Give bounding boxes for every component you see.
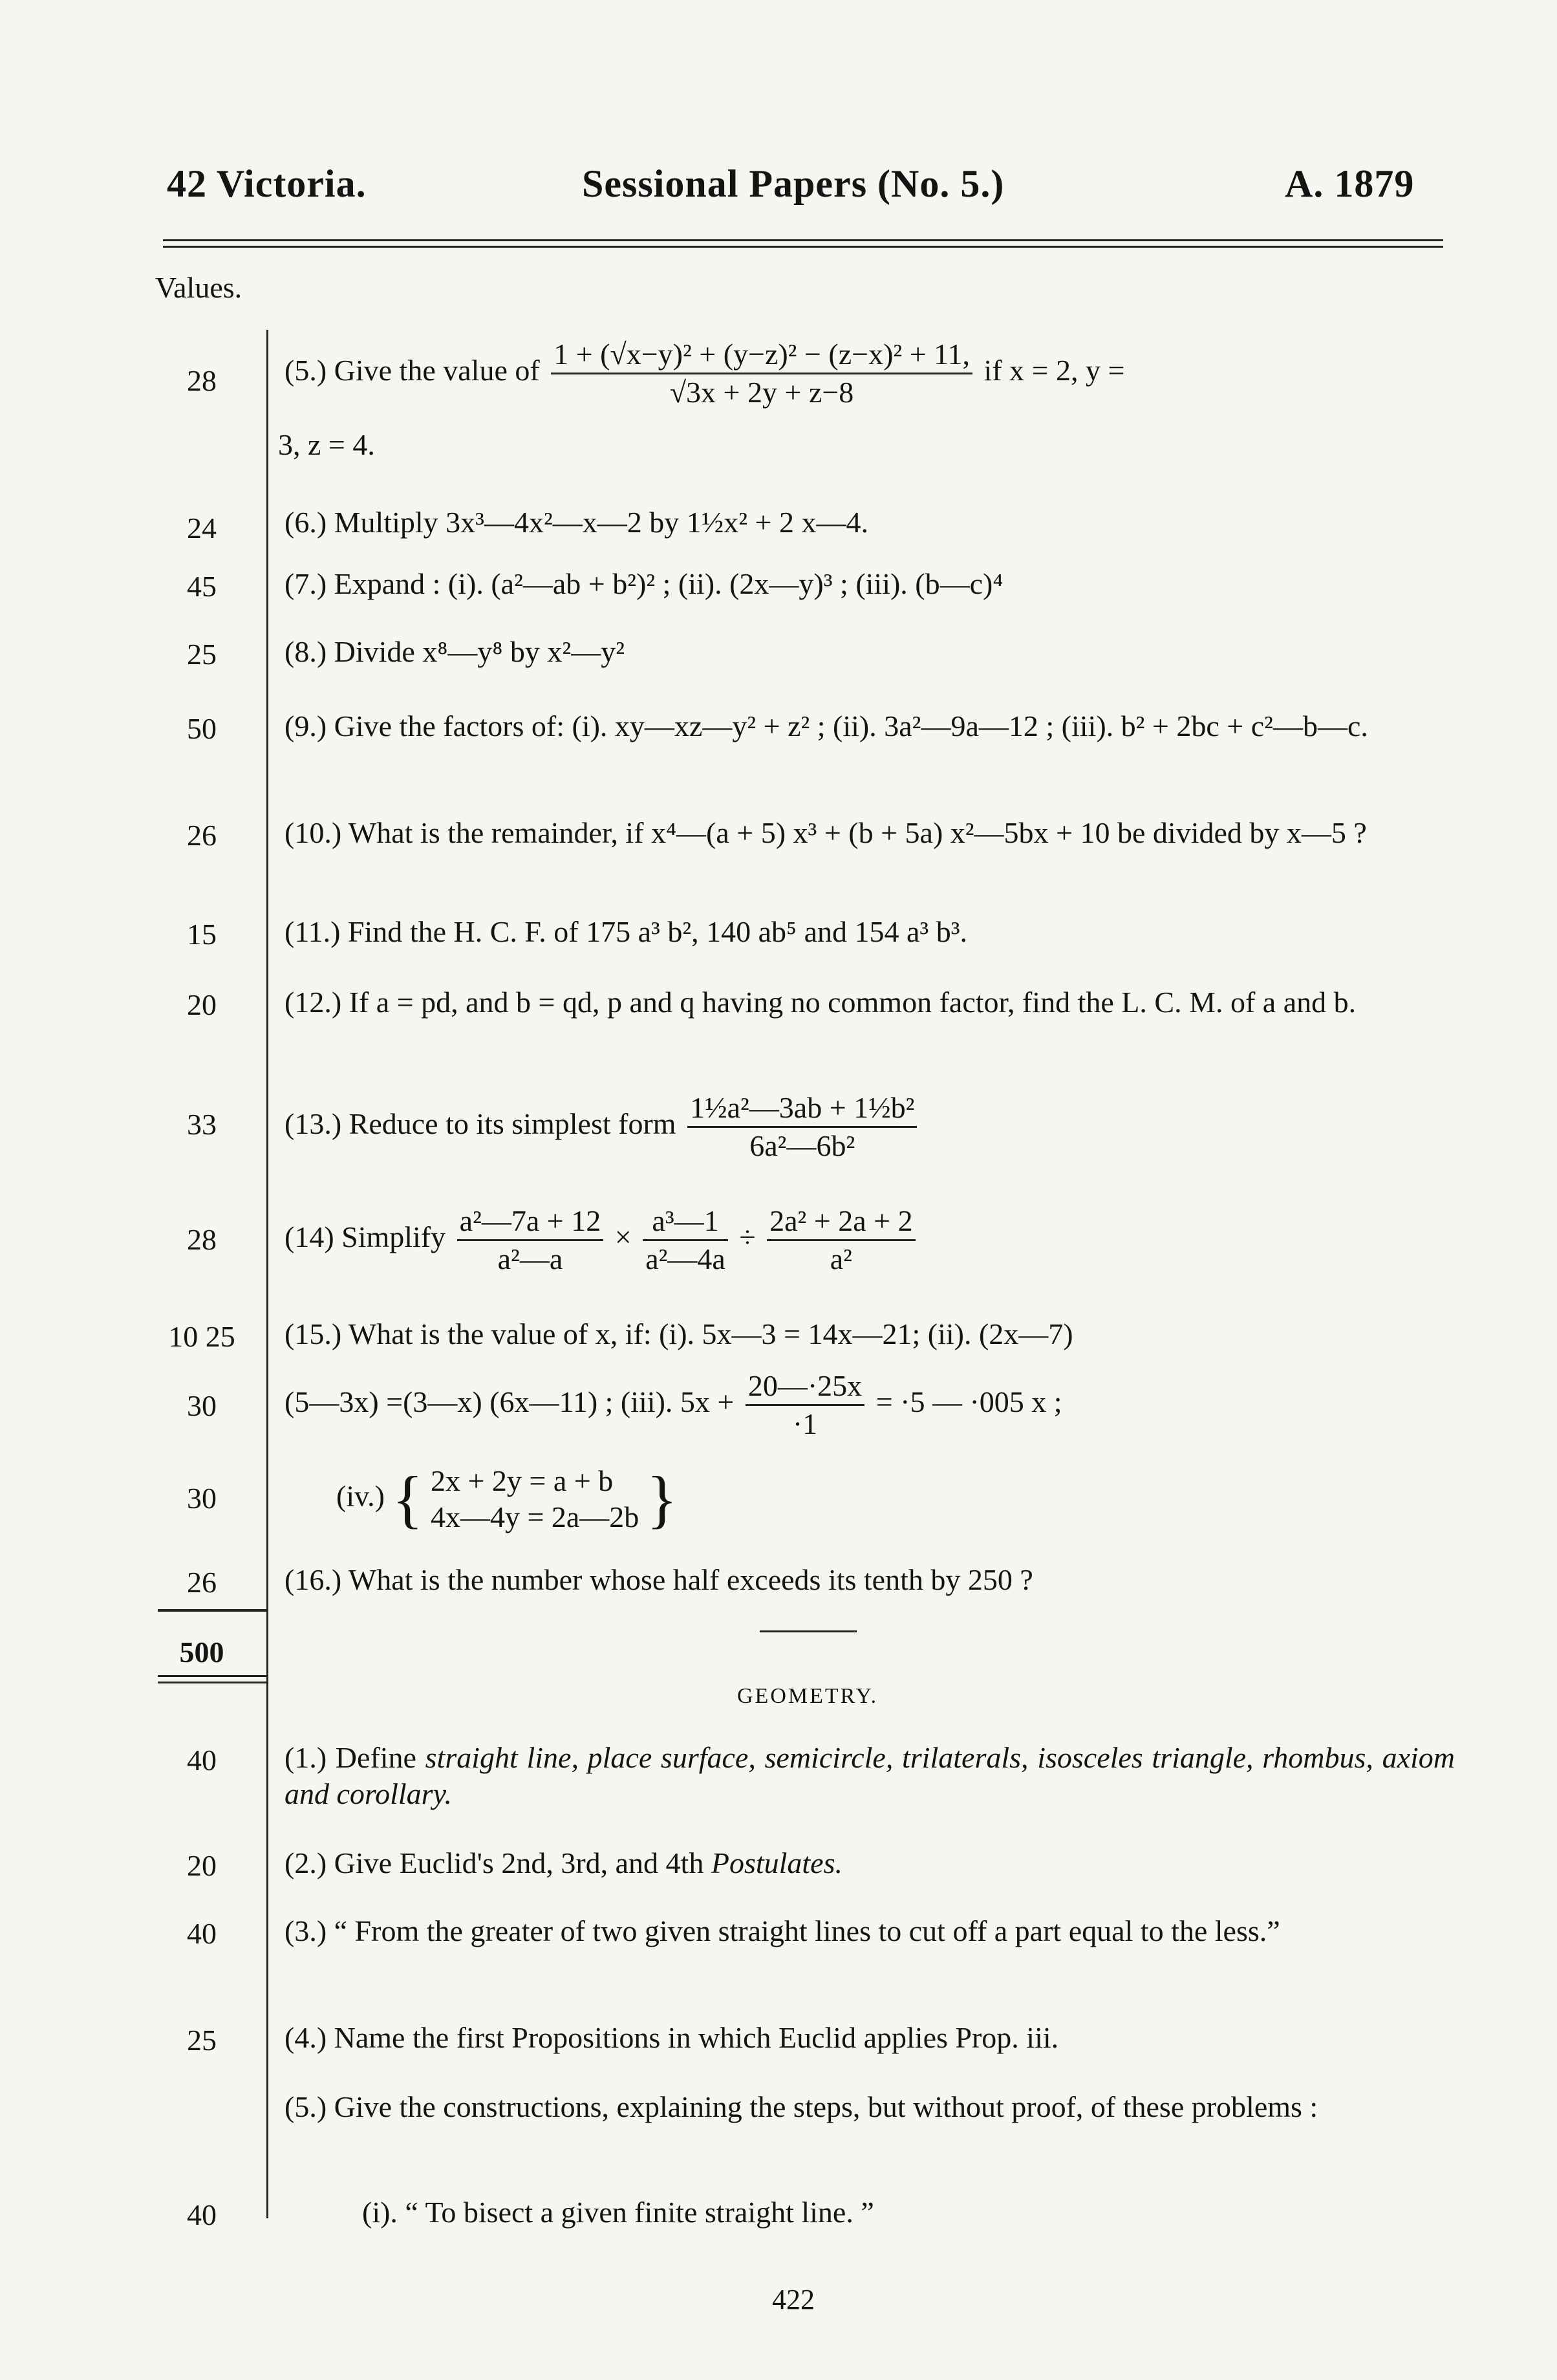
value-mark: 28 (187, 1223, 217, 1256)
values-column-divider (266, 330, 268, 2218)
total-value: 500 (179, 1636, 224, 1669)
q5-numerator: 1 + (√x−y)² + (y−z)² − (z−x)² + 11, (551, 336, 972, 374)
geometry-question-1 (285, 1740, 1455, 1812)
q14-fraction-2 (643, 1203, 728, 1277)
value-mark: 10 25 (168, 1320, 235, 1353)
q13-lead: (13.) Reduce to its simplest form (285, 1107, 676, 1141)
value-mark: 25 (187, 638, 217, 671)
question-15-line-1: (15.) What is the value of x, if: (i). 5x—3 = 14x—21; (ii). (2x—7) (285, 1317, 1073, 1350)
q14-f3-numerator: 2a² + 2a + 2 (767, 1203, 916, 1241)
q13-denominator: 6a²—6b² (749, 1129, 855, 1162)
q15-iv-eq1: 2x + 2y = a + b (430, 1464, 614, 1497)
values-column-label: Values. (155, 271, 242, 304)
value-mark: 26 (187, 819, 217, 852)
value-mark: 25 (187, 2024, 217, 2057)
right-brace-icon: } (646, 1463, 678, 1535)
question-15-part-iv (336, 1463, 1507, 1535)
geometry-question-5: (5.) Give the constructions, explaining the steps, but without proof, of these problems : (285, 2090, 1318, 2123)
header-title: Sessional Papers (No. 5.) (582, 162, 1005, 205)
value-mark: 50 (187, 712, 217, 745)
question-6: (6.) Multiply 3x³—4x²—x—2 by 1½x² + 2 x—4. (285, 506, 868, 539)
geometry-question-3: (3.) “ From the greater of two given straight lines to cut off a part equal to the less.” (285, 1914, 1280, 1947)
header-rule-top (163, 239, 1443, 241)
q14-f3-denominator: a² (830, 1242, 852, 1275)
q14-f1-denominator: a²—a (497, 1242, 563, 1275)
header-year: A. 1879 (1285, 162, 1415, 205)
question-5 (285, 336, 1455, 411)
question-16: (16.) What is the number whose half exceeds its tenth by 250 ? (285, 1563, 1033, 1596)
g1-and: and (285, 1777, 329, 1810)
q14-f2-numerator: a³—1 (643, 1203, 728, 1241)
total-double-rule-1 (158, 1675, 268, 1677)
q14-operator-multiply: × (614, 1220, 632, 1254)
section-separator (760, 1630, 857, 1632)
q15-iv-system (431, 1463, 639, 1535)
q13-numerator: 1½a²—3ab + 1½b² (687, 1090, 917, 1128)
value-mark: 20 (187, 1849, 217, 1882)
q15-iv-eq2: 4x—4y = 2a—2b (430, 1500, 639, 1533)
geometry-question-4: (4.) Name the first Propositions in which Euclid applies Prop. iii. (285, 2021, 1059, 2054)
value-mark: 40 (187, 1744, 217, 1777)
question-7: (7.) Expand : (i). (a²—ab + b²)² ; (ii). (2x—y)³ ; (iii). (b—c)⁴ (285, 567, 1004, 600)
g1-last-term: corollary. (336, 1777, 452, 1810)
q5-tail: if x = 2, y = (983, 354, 1125, 387)
q14-fraction-3 (767, 1203, 916, 1277)
question-5-continued: 3, z = 4. (278, 428, 375, 461)
value-mark: 40 (187, 2198, 217, 2231)
g1-terms: straight line, place surface, semicircle, trilaterals, isosceles triangle, rhombus, axiom (425, 1741, 1455, 1774)
q15-part-iii-lead: (5—3x) =(3—x) (6x—11) ; (iii). 5x + (285, 1385, 735, 1419)
question-13 (285, 1090, 1455, 1164)
g1-lead: (1.) Define (285, 1741, 416, 1774)
question-12: (12.) If a = pd, and b = qd, p and q having no common factor, find the L. C. M. of a and b. (285, 986, 1357, 1019)
total-rule (158, 1609, 268, 1612)
q13-fraction (687, 1090, 917, 1164)
question-8: (8.) Divide x⁸—y⁸ by x²—y² (285, 635, 625, 668)
value-mark: 33 (187, 1108, 217, 1141)
q15-fraction (746, 1368, 864, 1442)
value-mark: 30 (187, 1389, 217, 1422)
q14-fraction-1 (457, 1203, 604, 1277)
value-mark: 20 (187, 988, 217, 1021)
question-10: (10.) What is the remainder, if x⁴—(a + 5) x³ + (b + 5a) x²—5bx + 10 be divided by x—5 ? (285, 816, 1367, 849)
q14-f2-denominator: a²—4a (645, 1242, 725, 1275)
value-mark: 28 (187, 364, 217, 397)
question-14 (285, 1203, 1455, 1277)
q15-iv-label: (iv.) (336, 1479, 385, 1513)
q15-denominator: ·1 (792, 1407, 818, 1440)
header-rule-bottom (163, 246, 1443, 248)
geometry-section-title: GEOMETRY. (737, 1684, 879, 1708)
question-9: (9.) Give the factors of: (i). xy—xz—y² + z² ; (ii). 3a²—9a—12 ; (iii). b² + 2bc + c²—b—c. (285, 709, 1368, 742)
value-mark: 26 (187, 1566, 217, 1599)
value-mark: 30 (187, 1482, 217, 1515)
value-mark: 45 (187, 570, 217, 603)
q14-operator-divide: ÷ (739, 1220, 756, 1254)
q14-f1-numerator: a²—7a + 12 (457, 1203, 604, 1241)
g2-term: Postulates. (711, 1846, 843, 1879)
q14-lead: (14) Simplify (285, 1220, 446, 1254)
value-mark: 15 (187, 918, 217, 951)
g2-lead: (2.) Give Euclid's 2nd, 3rd, and 4th (285, 1846, 704, 1879)
q5-fraction (551, 336, 972, 411)
q15-part-iii-tail: = ·5 — ·005 x ; (875, 1385, 1062, 1419)
q5-lead: (5.) Give the value of (285, 354, 540, 387)
q5-denominator: √3x + 2y + z−8 (669, 376, 854, 409)
question-11: (11.) Find the H. C. F. of 175 a³ b², 140 ab⁵ and 154 a³ b³. (285, 915, 967, 948)
value-mark: 40 (187, 1917, 217, 1950)
geometry-question-2 (285, 1845, 1455, 1881)
left-brace-icon: { (392, 1463, 424, 1535)
total-double-rule-2 (158, 1682, 268, 1683)
page-number: 422 (772, 2284, 815, 2315)
value-mark: 24 (187, 512, 217, 545)
header-session: 42 Victoria. (167, 162, 367, 205)
q15-numerator: 20—·25x (746, 1368, 864, 1406)
geometry-question-5-part-i: (i). “ To bisect a given finite straight line. ” (362, 2196, 874, 2229)
question-15-line-2 (285, 1368, 1455, 1442)
